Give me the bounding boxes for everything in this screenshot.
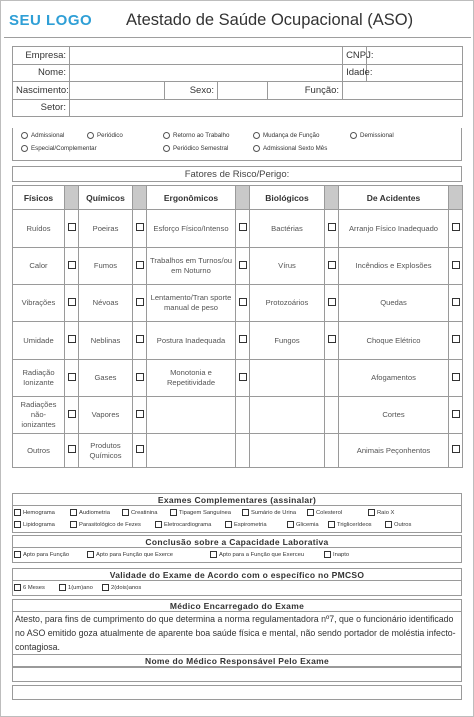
- option-admissional-sexto-mes[interactable]: Admissional Sexto Mês: [253, 145, 327, 152]
- check-sumario-urina[interactable]: Sumário de Urina: [242, 509, 296, 516]
- checkbox-icon: [225, 521, 232, 528]
- nascimento-field[interactable]: [70, 82, 165, 100]
- risk-label-quimicos: Vapores: [79, 397, 133, 434]
- checkbox-icon: [210, 551, 217, 558]
- risk-label-quimicos: Poeiras: [79, 210, 133, 248]
- checkbox-icon: [170, 509, 177, 516]
- risk-checkbox-acidentes[interactable]: [449, 210, 463, 248]
- radio-circle-icon: [253, 132, 260, 139]
- checkbox-icon: [452, 335, 460, 343]
- risk-label-fisicos: Ruídos: [13, 210, 65, 248]
- option-admissional[interactable]: Admissional: [21, 132, 64, 139]
- risk-label-ergonomicos: Esforço Físico/Intenso: [147, 210, 236, 248]
- checkbox-icon: [136, 223, 144, 231]
- risk-label-biologicos: [250, 397, 325, 434]
- checkbox-icon: [136, 261, 144, 269]
- header-quimicos: Químicos: [79, 186, 133, 210]
- header-fisicos: Físicos: [13, 186, 65, 210]
- radio-circle-icon: [253, 145, 260, 152]
- risk-label-biologicos: [250, 360, 325, 397]
- checkbox-icon: [87, 551, 94, 558]
- sexo-field[interactable]: [218, 82, 268, 100]
- header-biologicos: Biológicos: [250, 186, 325, 210]
- check-raio-x[interactable]: Raio X: [368, 509, 394, 516]
- risk-checkbox-ergonomicos[interactable]: [236, 248, 250, 285]
- risk-label-quimicos: Neblinas: [79, 322, 133, 360]
- risk-checkbox-fisicos[interactable]: [65, 285, 79, 322]
- option-periodico[interactable]: Periódico: [87, 132, 123, 139]
- check-parasitologico[interactable]: Parasitológico de Fezes: [70, 521, 141, 528]
- header-ergonomicos: Ergonômicos: [147, 186, 236, 210]
- empresa-label: Empresa:: [13, 47, 70, 65]
- checkbox-icon: [14, 551, 21, 558]
- checkbox-icon: [239, 298, 247, 306]
- risk-label-acidentes: Afogamentos: [339, 360, 449, 397]
- risk-header-row: [13, 186, 463, 210]
- risk-checkbox-quimicos[interactable]: [133, 322, 147, 360]
- checkbox-icon: [14, 584, 21, 591]
- risk-label-fisicos: Outros: [13, 434, 65, 468]
- checkbox-icon: [68, 410, 76, 418]
- checkbox-icon: [68, 223, 76, 231]
- checkbox-icon: [14, 509, 21, 516]
- nascimento-label: Nascimento:: [13, 82, 70, 100]
- validade-title: Validade do Exame de Acordo com o específico no PMCSO: [12, 568, 462, 581]
- checkbox-icon: [328, 223, 336, 231]
- checkbox-icon: [68, 298, 76, 306]
- risk-label-biologicos: Vírus: [250, 248, 325, 285]
- identification-table: [12, 46, 463, 117]
- risk-row: [13, 434, 463, 468]
- check-1-ano[interactable]: 1(um)ano: [59, 584, 93, 591]
- risk-checkbox-ergonomicos[interactable]: [236, 210, 250, 248]
- risk-label-biologicos: Bactérias: [250, 210, 325, 248]
- cnpj-field[interactable]: [367, 47, 463, 65]
- risk-empty-cell: [325, 397, 339, 434]
- risk-label-ergonomicos: Lentamento/Tran sporte manual de peso: [147, 285, 236, 322]
- option-retorno[interactable]: Retorno ao Trabalho: [163, 132, 229, 139]
- check-audiometria[interactable]: Audiometria: [70, 509, 110, 516]
- option-mudanca-funcao[interactable]: Mudança de Função: [253, 132, 319, 139]
- checkbox-icon: [328, 521, 335, 528]
- risk-label-acidentes: Arranjo Físico Inadequado: [339, 210, 449, 248]
- risk-factors-table: [12, 185, 463, 468]
- idade-field[interactable]: [367, 64, 463, 82]
- risk-label-quimicos: Produtos Químicos: [79, 434, 133, 468]
- risk-checkbox-biologicos[interactable]: [325, 248, 339, 285]
- nome-field[interactable]: [70, 64, 343, 82]
- risk-checkbox-ergonomicos[interactable]: [236, 322, 250, 360]
- checkbox-icon: [242, 509, 249, 516]
- risk-checkbox-fisicos[interactable]: [65, 322, 79, 360]
- risk-checkbox-quimicos[interactable]: [133, 285, 147, 322]
- checkbox-icon: [452, 223, 460, 231]
- radio-circle-icon: [350, 132, 357, 139]
- exames-title: Exames Complementares (assinalar): [12, 493, 462, 506]
- risk-label-fisicos: Radiação Ionizante: [13, 360, 65, 397]
- risk-label-ergonomicos: [147, 434, 236, 468]
- checkbox-icon: [452, 373, 460, 381]
- check-2-anos[interactable]: 2(dois)anos: [102, 584, 141, 591]
- risk-checkbox-fisicos[interactable]: [65, 397, 79, 434]
- risk-label-biologicos: Fungos: [250, 322, 325, 360]
- risk-label-fisicos: Umidade: [13, 322, 65, 360]
- risk-row: [13, 285, 463, 322]
- risk-checkbox-acidentes[interactable]: [449, 360, 463, 397]
- header: [2, 3, 472, 36]
- risk-checkbox-acidentes[interactable]: [449, 434, 463, 468]
- document-title: Atestado de Saúde Ocupacional (ASO): [126, 11, 414, 29]
- risk-label-acidentes: Choque Elétrico: [339, 322, 449, 360]
- checkbox-icon: [68, 261, 76, 269]
- risk-checkbox-fisicos[interactable]: [65, 434, 79, 468]
- risk-checkbox-acidentes[interactable]: [449, 248, 463, 285]
- checkbox-icon: [328, 298, 336, 306]
- checkbox-icon: [328, 261, 336, 269]
- risk-label-fisicos: Vibrações: [13, 285, 65, 322]
- company-logo: SEU LOGO: [9, 12, 93, 29]
- check-glicemia[interactable]: Glicemia: [287, 521, 319, 528]
- risk-row: [13, 248, 463, 285]
- check-apto-funcao[interactable]: Apto para Função: [14, 551, 69, 558]
- risk-label-fisicos: Calor: [13, 248, 65, 285]
- option-especial[interactable]: Especial/Complementar: [21, 145, 97, 152]
- funcao-label: Função:: [268, 82, 343, 100]
- cnpj-label: CNPJ:: [343, 47, 367, 65]
- risk-checkbox-biologicos[interactable]: [325, 285, 339, 322]
- risk-checkbox-biologicos[interactable]: [325, 210, 339, 248]
- setor-field[interactable]: [70, 99, 463, 117]
- checkbox-icon: [452, 445, 460, 453]
- checkbox-icon: [239, 373, 247, 381]
- check-tipagem[interactable]: Tipagem Sanguínea: [170, 509, 231, 516]
- check-apto-funcao-exerce[interactable]: Apto para Função que Exerce: [87, 551, 173, 558]
- option-demissional[interactable]: Demissional: [350, 132, 394, 139]
- conclusao-options: [12, 548, 462, 563]
- checkbox-icon: [307, 509, 314, 516]
- checkbox-icon: [385, 521, 392, 528]
- check-eletrocardiograma[interactable]: Eletrocardiograma: [155, 521, 211, 528]
- header-acidentes: De Acidentes: [339, 186, 449, 210]
- radio-circle-icon: [21, 145, 28, 152]
- check-hemograma[interactable]: Hemograma: [14, 509, 55, 516]
- signature-field[interactable]: [12, 685, 462, 700]
- option-periodico-semestral[interactable]: Periódico Semestral: [163, 145, 228, 152]
- risk-label-biologicos: [250, 434, 325, 468]
- checkbox-icon: [452, 410, 460, 418]
- radio-circle-icon: [163, 132, 170, 139]
- risk-checkbox-quimicos[interactable]: [133, 434, 147, 468]
- checkbox-icon: [328, 335, 336, 343]
- risk-label-biologicos: Protozoários: [250, 285, 325, 322]
- risk-empty-cell: [236, 434, 250, 468]
- risk-row: [13, 397, 463, 434]
- radio-circle-icon: [21, 132, 28, 139]
- funcao-field[interactable]: [343, 82, 463, 100]
- checkbox-icon: [122, 509, 129, 516]
- checkbox-icon: [136, 335, 144, 343]
- risk-checkbox-quimicos[interactable]: [133, 210, 147, 248]
- idade-label: Idade:: [343, 64, 367, 82]
- risk-label-acidentes: Quedas: [339, 285, 449, 322]
- attest-text: Atesto, para fins de cumprimento do que determina a norma regulamentadora nº7, que o funcionário identificado no ASO emitido goza atualmente de aparente boa saúde física e mental, não sendo portador de moléstia infecto-contagiosa.: [12, 612, 462, 654]
- checkbox-icon: [368, 509, 375, 516]
- empresa-field[interactable]: [70, 47, 343, 65]
- check-triglicerideos[interactable]: Triglicerídeos: [328, 521, 372, 528]
- risk-checkbox-quimicos[interactable]: [133, 360, 147, 397]
- nome-label: Nome:: [13, 64, 70, 82]
- risk-checkbox-acidentes[interactable]: [449, 397, 463, 434]
- setor-label: Setor:: [13, 99, 70, 117]
- risk-checkbox-ergonomicos[interactable]: [236, 285, 250, 322]
- checkbox-icon: [452, 298, 460, 306]
- header-divider: [4, 37, 471, 38]
- risk-label-acidentes: Incêndios e Explosões: [339, 248, 449, 285]
- risk-checkbox-biologicos[interactable]: [325, 322, 339, 360]
- risk-checkbox-fisicos[interactable]: [65, 248, 79, 285]
- checkbox-icon: [452, 261, 460, 269]
- risk-row: [13, 360, 463, 397]
- risk-label-ergonomicos: [147, 397, 236, 434]
- risk-label-acidentes: Cortes: [339, 397, 449, 434]
- checkbox-icon: [59, 584, 66, 591]
- check-colesterol[interactable]: Colesterol: [307, 509, 342, 516]
- checkbox-icon: [70, 521, 77, 528]
- sexo-label: Sexo:: [165, 82, 218, 100]
- checkbox-icon: [324, 551, 331, 558]
- checkbox-icon: [68, 335, 76, 343]
- risk-label-quimicos: Gases: [79, 360, 133, 397]
- checkbox-icon: [68, 445, 76, 453]
- checkbox-icon: [68, 373, 76, 381]
- risk-checkbox-fisicos[interactable]: [65, 360, 79, 397]
- checkbox-icon: [70, 509, 77, 516]
- radio-circle-icon: [87, 132, 94, 139]
- risk-label-fisicos: Radiações não-ionizantes: [13, 397, 65, 434]
- risk-label-acidentes: Animais Peçonhentos: [339, 434, 449, 468]
- risk-empty-cell: [325, 434, 339, 468]
- checkbox-icon: [239, 261, 247, 269]
- checkbox-icon: [239, 335, 247, 343]
- risk-row: [13, 322, 463, 360]
- risk-checkbox-fisicos[interactable]: [65, 210, 79, 248]
- risk-empty-cell: [325, 360, 339, 397]
- risk-checkbox-ergonomicos[interactable]: [236, 360, 250, 397]
- check-lipidograma[interactable]: Lipidograma: [14, 521, 55, 528]
- medico-title: Médico Encarregado do Exame: [12, 599, 462, 612]
- checkbox-icon: [14, 521, 21, 528]
- check-espirometria[interactable]: Espirometria: [225, 521, 267, 528]
- risk-label-ergonomicos: Postura Inadequada: [147, 322, 236, 360]
- checkbox-icon: [287, 521, 294, 528]
- risk-checkbox-acidentes[interactable]: [449, 322, 463, 360]
- checkbox-icon: [136, 445, 144, 453]
- checkbox-icon: [136, 298, 144, 306]
- risk-label-ergonomicos: Monotonia e Repetitividade: [147, 360, 236, 397]
- risk-checkbox-acidentes[interactable]: [449, 285, 463, 322]
- check-inapto[interactable]: Inapto: [324, 551, 349, 558]
- exames-options: [12, 506, 462, 533]
- risk-label-quimicos: Fumos: [79, 248, 133, 285]
- risk-label-ergonomicos: Trabalhos em Turnos/ou em Noturno: [147, 248, 236, 285]
- conclusao-title: Conclusão sobre a Capacidade Laborativa: [12, 535, 462, 548]
- checkbox-icon: [239, 223, 247, 231]
- checkbox-icon: [155, 521, 162, 528]
- exam-type-options: [12, 128, 462, 161]
- risk-empty-cell: [236, 397, 250, 434]
- check-creatinina[interactable]: Creatinina: [122, 509, 157, 516]
- check-outros[interactable]: Outros: [385, 521, 411, 528]
- checkbox-icon: [102, 584, 109, 591]
- checkbox-icon: [136, 410, 144, 418]
- check-6-meses[interactable]: 6 Meses: [14, 584, 45, 591]
- validade-options: [12, 581, 462, 596]
- check-apto-funcao-exerceu[interactable]: Apto para a Função que Exerceu: [210, 551, 304, 558]
- risk-label-quimicos: Névoas: [79, 285, 133, 322]
- checkbox-icon: [136, 373, 144, 381]
- radio-circle-icon: [163, 145, 170, 152]
- risk-factors-title: Fatores de Risco/Perigo:: [12, 166, 462, 182]
- risk-row: [13, 210, 463, 248]
- medico-name-field[interactable]: [12, 667, 462, 682]
- medico-name-title: Nome do Médico Responsável Pelo Exame: [12, 654, 462, 667]
- risk-checkbox-quimicos[interactable]: [133, 248, 147, 285]
- risk-checkbox-quimicos[interactable]: [133, 397, 147, 434]
